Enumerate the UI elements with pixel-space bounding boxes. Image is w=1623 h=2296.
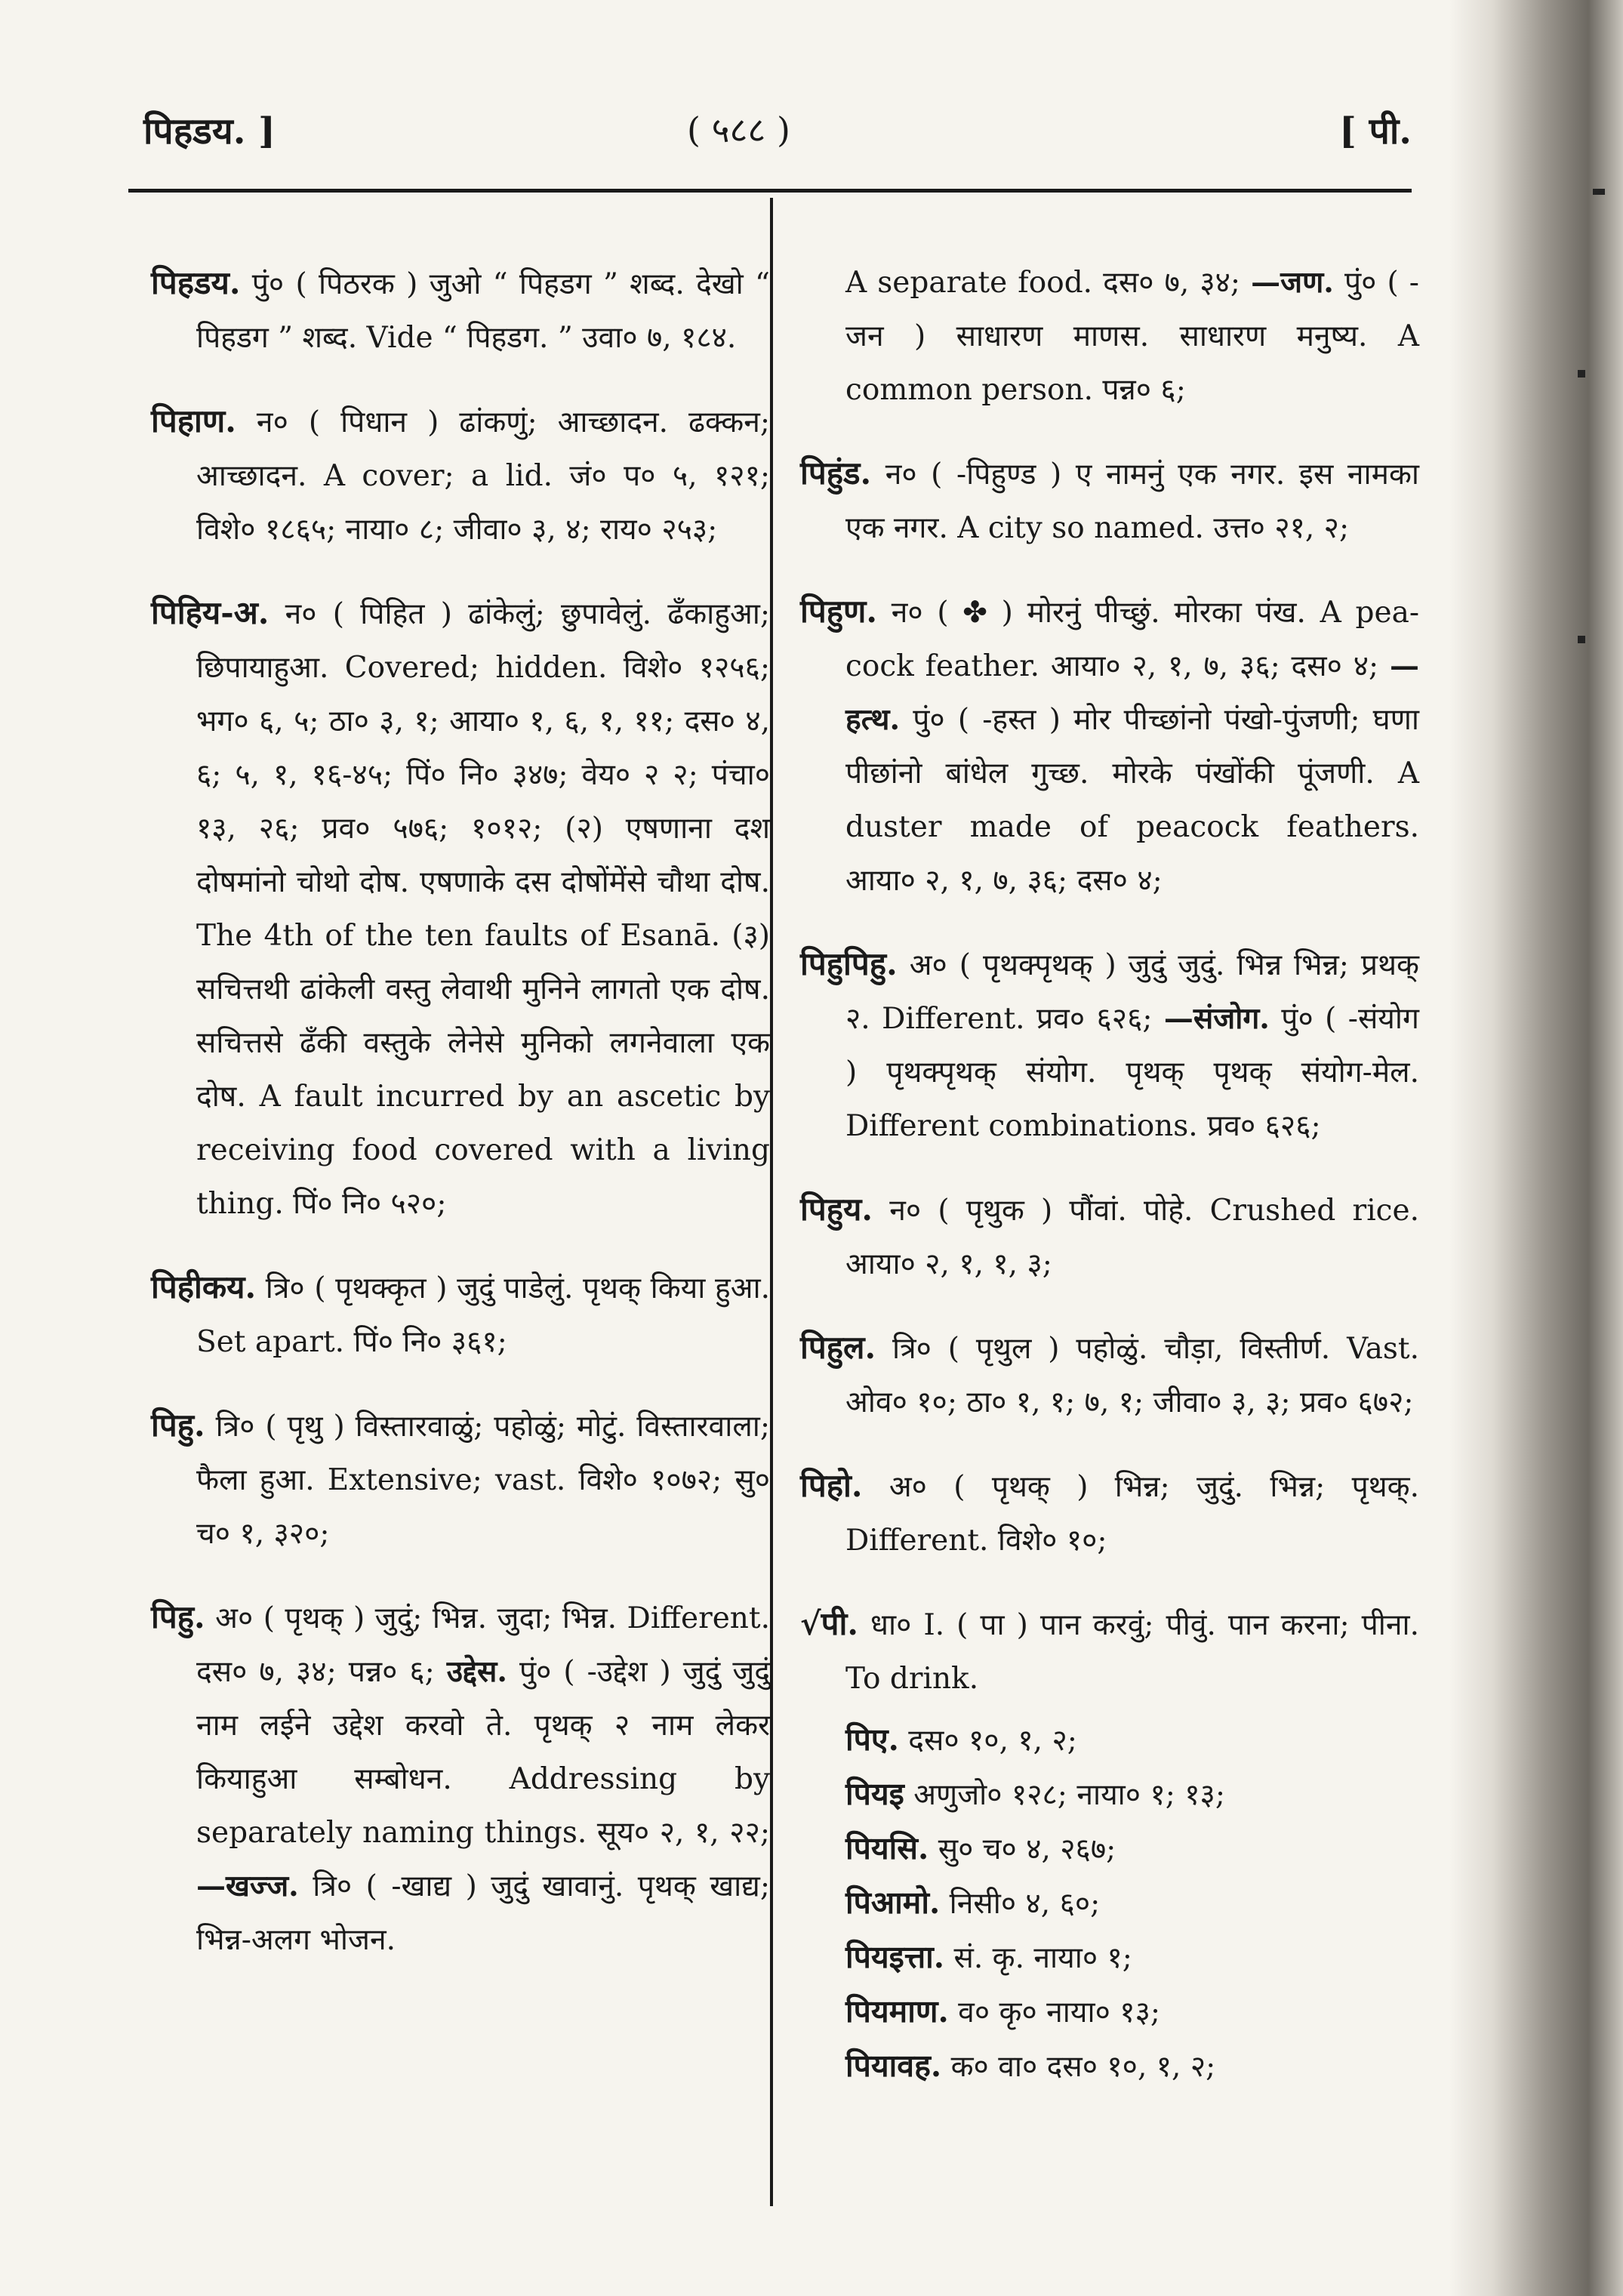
verb-form — [800, 1931, 1419, 1985]
verb-form — [800, 1876, 1419, 1931]
headword: पिहुल. — [800, 1329, 876, 1366]
margin-mark — [1578, 636, 1585, 643]
entry-pi-root — [800, 1597, 1419, 1706]
book-spine-shadow — [1449, 0, 1623, 2296]
headword: पिहुंड. — [800, 455, 872, 492]
sub-entry-text: पुं० ( -उद्देश ) जुदुं जुदुं नाम लईने उद्देश करवो ते. पृथक् २ नाम लेकर कियाहुआ सम्बोधन. Addressing by separately naming things. सूय० २, १, २२; — [196, 1655, 771, 1850]
margin-mark — [1578, 370, 1585, 378]
entry-pihikaya — [151, 1260, 770, 1369]
page-number: ( ५८८ ) — [687, 109, 790, 150]
entry-piho — [800, 1459, 1419, 1567]
form-headword: पियावह. — [845, 2048, 942, 2084]
running-header — [121, 106, 1412, 166]
entry-text: न० ( पिधान ) ढांकणुं; आच्छादन. ढक्कन; आच्छादन. A cover; a lid. जं० प० ५, १२१; विशे० १८६५; नाया० ८; जीवा० ३, ४; राय० २५३; — [196, 405, 770, 547]
headword: पिहिय-अ. — [151, 594, 269, 631]
running-header-left: पिहडय. ] — [143, 110, 276, 153]
form-text: व० कृ० नाया० १३; — [958, 1996, 1160, 2029]
entry-text: अ० ( पृथक् ) भिन्न; जुदुं. भिन्न; पृथक्. Different. विशे० १०; — [845, 1470, 1419, 1558]
margin-mark — [1593, 189, 1605, 195]
form-headword: पियइ — [845, 1776, 904, 1812]
headword: पिहु. — [151, 1598, 205, 1635]
verb-form — [800, 1767, 1419, 1822]
form-headword: पियमाण. — [845, 1993, 949, 2029]
entry-text: पुं० ( पिठरक ) जुओ “ पिहडग ” शब्द. देखो “ पिहडग ” शब्द. Vide “ पिहडग. ” उवा० ७, १८४. — [196, 267, 770, 355]
headword: पिहीकय. — [151, 1268, 257, 1305]
entry-pihuna — [800, 584, 1419, 908]
entry-text: न० ( पिहित ) ढांकेलुं; छुपावेलुं. ढँकाहुआ; छिपायाहुआ. Covered; hidden. विशे० १२५६; भग० ६, ५; ठा० ३, १; आया० १, ६, १, ११; दस० ४, ६; ५, १, १६-४५; पिं० नि० ३४७; वेय० २ २; पंचा० १३, २६; प्रव० ५७६; १०१२; (२) एषणाना दश दोषमांनो चोथो दोष. एषणाके दस दोषोंमेंसे चौथा दोष. The 4th of the ten faults of Esanā. (३) सचित्तथी ढांकेली वस्तु लेवाथी मुनिने लागतो एक दोष. सचित्तसे ढँकी वस्तुके लेनेसे मुनिको लगनेवाला एक दोष. A fault incurred by an ascetic by receiving food covered with a living thing. पिं० नि० ५२०; — [196, 597, 770, 1221]
sub-headword: —संजोग. — [1163, 1001, 1270, 1036]
entry-pihiya — [151, 586, 770, 1231]
form-text: क० वा० दस० १०, १, २; — [950, 2050, 1216, 2084]
entry-pihana — [151, 394, 770, 556]
entry-text: अ० ( पृथक्पृथक् ) जुदुं जुदुं. भिन्न भिन्न; प्रथक् २. Different. प्रव० ६२६; — [845, 948, 1419, 1036]
form-text: दस० १०, १, २; — [908, 1724, 1077, 1758]
headword: पिहो. — [800, 1467, 863, 1504]
sub-headword: उद्देस. — [446, 1654, 507, 1689]
header-rule — [128, 189, 1412, 193]
form-text: अणुजो० १२८; नाया० १; १३; — [913, 1778, 1225, 1812]
verb-form — [800, 1713, 1419, 1767]
entry-pihula — [800, 1321, 1419, 1429]
entry-text: त्रि० ( पृथुल ) पहोळुं. चौड़ा, विस्तीर्ण. Vast. ओव० १०; ठा० १, १; ७, १; जीवा० ३, ३; प्रव० ६७२; — [845, 1332, 1419, 1419]
entry-text: A separate food. दस० ७, ३४; — [845, 266, 1241, 300]
headword: √पी. — [800, 1605, 858, 1642]
entry-text: न० ( ✤ ) मोरनुं पीच्छुं. मोरका पंख. A pea-cock feather. आया० २, १, ७, ३६; दस० ४; — [845, 596, 1420, 683]
verb-form — [800, 1822, 1419, 1876]
column-divider — [770, 198, 773, 2206]
form-text: निसी० ४, ६०; — [949, 1887, 1101, 1921]
entry-text: न० ( पृथुक ) पौंवां. पोहे. Crushed rice. आया० २, १, १, ३; — [845, 1194, 1419, 1281]
verb-form — [800, 1985, 1419, 2039]
entry-pihunda — [800, 446, 1419, 555]
entry-text: त्रि० ( पृथक्कृत ) जुदुं पाडेलुं. पृथक् किया हुआ. Set apart. पिं० नि० ३६१; — [196, 1271, 770, 1359]
entry-pihaday — [151, 256, 770, 365]
left-column — [151, 227, 770, 1974]
sub-entry-text: त्रि० ( -खाद्य ) जुदुं खावानुं. पृथक् खाद्य; भिन्न-अलग भोजन. — [196, 1869, 770, 1957]
headword: पिहुय. — [800, 1191, 873, 1228]
entry-text: न० ( -पिहुण्ड ) ए नामनुं एक नगर. इस नामका एक नगर. A city so named. उत्त० २१, २; — [845, 458, 1419, 545]
entry-text: त्रि० ( पृथु ) विस्तारवाळुं; पहोळुं; मोटुं. विस्तारवाला; फैला हुआ. Extensive; vast. विशे० १०७२; सु० च० १, ३२०; — [196, 1410, 770, 1551]
headword: पिहुण. — [800, 593, 878, 630]
entry-pihu-adj — [151, 1398, 770, 1561]
sub-entry-text: पुं० ( -जन ) साधारण माणस. साधारण मनुष्य. A common person. पन्न० ६; — [845, 266, 1419, 407]
form-headword: पिए. — [845, 1721, 899, 1758]
headword: पिहडय. — [151, 264, 241, 301]
right-column — [800, 227, 1419, 2094]
entry-text: धा० I. ( पा ) पान करवुं; पीवुं. पान करना; पीना. To drink. — [845, 1608, 1419, 1696]
headword: पिहु. — [151, 1407, 205, 1444]
entry-pihupihu — [800, 937, 1419, 1153]
verb-form — [800, 2039, 1419, 2094]
form-headword: पियसि. — [845, 1830, 929, 1866]
headword: पिहुपिहु. — [800, 945, 898, 982]
running-header-right: [ पी. — [1339, 110, 1412, 153]
form-headword: पिआमो. — [845, 1885, 941, 1921]
entry-text: अ० ( पृथक् ) जुदुं; भिन्न. जुदा; भिन्न. Different. दस० ७, ३४; पन्न० ६; — [196, 1601, 770, 1689]
form-text: सं. कृ. नाया० १; — [953, 1941, 1132, 1975]
entry-continuation — [800, 256, 1419, 417]
sub-headword: —खज्ज. — [196, 1869, 299, 1903]
form-headword: पियइत्ता. — [845, 1939, 945, 1975]
sub-entry-text: पुं० ( -संयोग ) पृथक्पृथक् संयोग. पृथक् पृथक् संयोग-मेल. Different combinations. प्रव० ६२६; — [845, 1002, 1419, 1143]
sub-entry-text: पुं० ( -हस्त ) मोर पीच्छांनो पंखो-पुंजणी; घणा पीछांनो बांधेल गुच्छ. मोरके पंखोंकी पूंजणी. A duster made of peacock feathers. आया० २, १, ७, ३६; दस० ४; — [845, 703, 1419, 898]
entry-pihuya — [800, 1182, 1419, 1291]
form-text: सु० च० ४, २६७; — [938, 1832, 1116, 1866]
sub-headword: —हत्थ. — [845, 649, 1419, 737]
headword: पिहाण. — [151, 402, 236, 439]
sub-headword: —जण. — [1251, 265, 1334, 300]
entry-pihu-adv — [151, 1590, 770, 1967]
